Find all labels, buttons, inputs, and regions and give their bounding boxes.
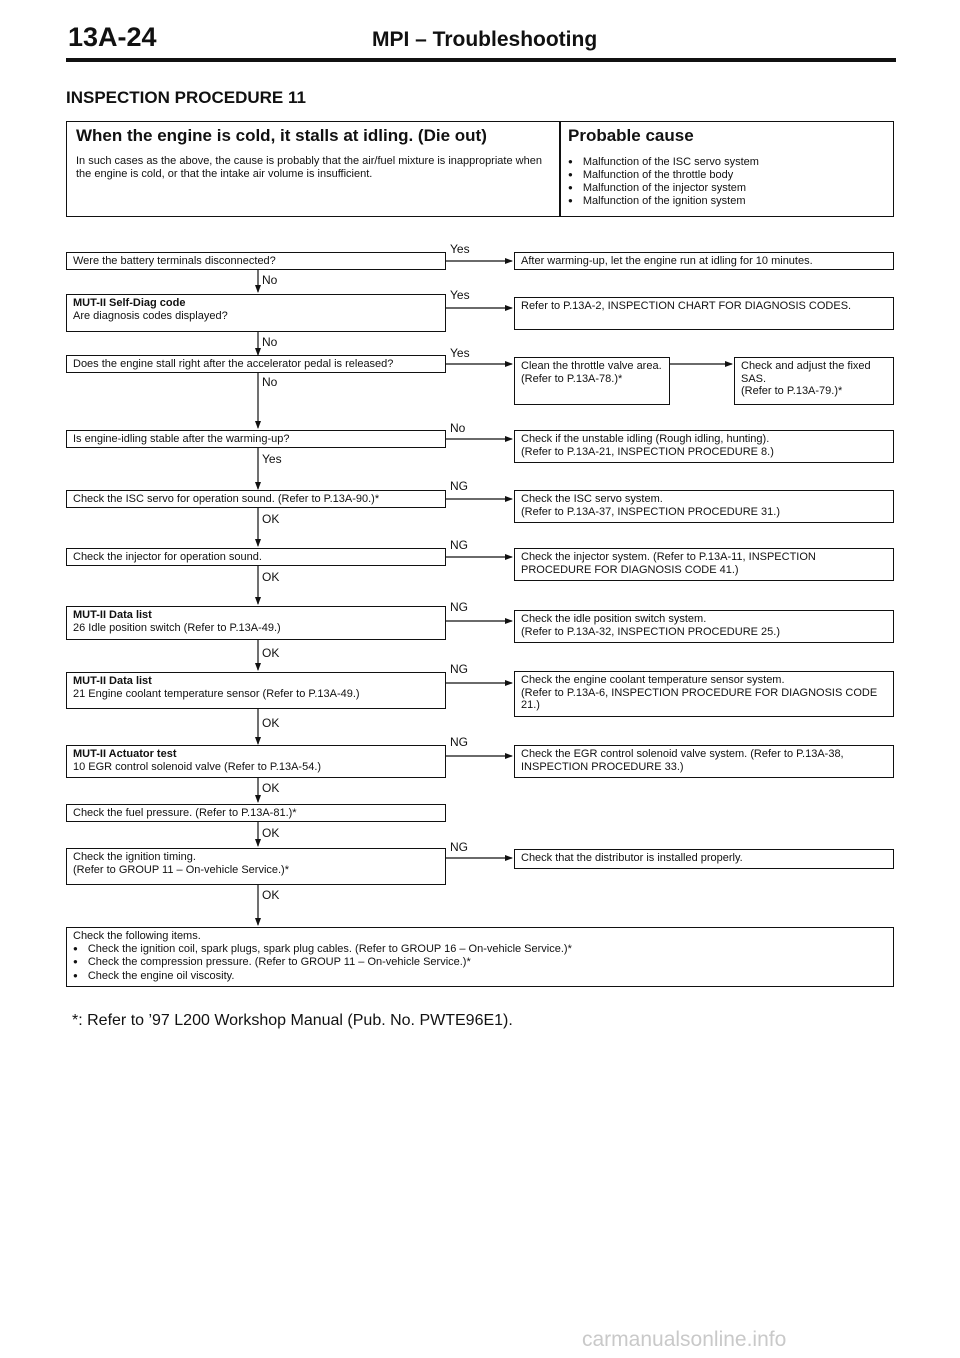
branch-label-no: No: [262, 375, 278, 389]
cause-item: ● Malfunction of the injector system: [568, 182, 759, 195]
branch-label-ok: OK: [262, 826, 280, 840]
branch-label-ng: NG: [450, 735, 468, 749]
page-number: 13A-24: [68, 22, 157, 52]
step-injector-sound: Check the injector for operation sound.: [66, 548, 446, 566]
footnote: *: Refer to ’97 L200 Workshop Manual (Pub. No. PWTE96E1).: [72, 1012, 513, 1029]
branch-label-no: No: [262, 335, 278, 349]
cause-item: ● Malfunction of the ignition system: [568, 195, 759, 208]
branch-label-ng: NG: [450, 538, 468, 552]
symptom-title: When the engine is cold, it stalls at idling. (Die out): [76, 126, 487, 145]
step-idling-stable: Is engine-idling stable after the warming-up?: [66, 430, 446, 448]
result-coolant-sensor: Check the engine coolant temperature sensor system. (Refer to P.13A-6, INSPECTION PROCEDURE FOR DIAGNOSIS CODE 21.): [514, 671, 894, 717]
branch-label-yes: Yes: [450, 346, 470, 360]
branch-label-yes: Yes: [450, 288, 470, 302]
branch-label-ng: NG: [450, 662, 468, 676]
step-heading: MUT-II Data list: [73, 675, 152, 687]
branch-label-yes: Yes: [262, 452, 282, 466]
branch-label-ok: OK: [262, 646, 280, 660]
result-unstable-idling: Check if the unstable idling (Rough idling, hunting). (Refer to P.13A-21, INSPECTION PROCEDURE 8.): [514, 430, 894, 463]
step-text: Are diagnosis codes displayed?: [73, 309, 228, 322]
branch-label-ok: OK: [262, 716, 280, 730]
step-battery-terminals: Were the battery terminals disconnected?: [66, 252, 446, 270]
branch-label-ok: OK: [262, 781, 280, 795]
step-text: 26 Idle position switch (Refer to P.13A-49.): [73, 621, 281, 634]
branch-label-ng: NG: [450, 479, 468, 493]
final-check-items: [66, 927, 894, 987]
watermark: carmanualsonline.info: [582, 1328, 787, 1351]
result-distributor: Check that the distributor is installed properly.: [514, 849, 894, 869]
step-text: 21 Engine coolant temperature sensor (Refer to P.13A-49.): [73, 687, 360, 700]
final-item: ● Check the compression pressure. (Refer to GROUP 11 – On-vehicle Service.)*: [73, 956, 887, 970]
cause-item: ● Malfunction of the ISC servo system: [568, 156, 759, 169]
step-heading: MUT-II Actuator test: [73, 748, 177, 760]
step-data-list-21: [66, 672, 446, 709]
step-text: 10 EGR control solenoid valve (Refer to P.13A-54.): [73, 760, 322, 773]
step-fuel-pressure: Check the fuel pressure. (Refer to P.13A-81.)*: [66, 804, 446, 822]
result-egr-solenoid: Check the EGR control solenoid valve system. (Refer to P.13A-38, INSPECTION PROCEDURE 33.): [514, 745, 894, 778]
symptom-description: In such cases as the above, the cause is probably that the air/fuel mixture is inappropriate when the engine is cold, or that the intake air volume is insufficient.: [76, 155, 542, 180]
cause-item: ● Malfunction of the throttle body: [568, 169, 759, 182]
branch-label-no: No: [262, 273, 278, 287]
branch-label-ok: OK: [262, 570, 280, 584]
branch-label-ok: OK: [262, 888, 280, 902]
procedure-title: INSPECTION PROCEDURE 11: [66, 88, 306, 107]
final-item: ● Check the engine oil viscosity.: [73, 970, 887, 984]
step-heading: MUT-II Self-Diag code: [73, 297, 186, 309]
step-data-list-26: [66, 606, 446, 640]
branch-label-ng: NG: [450, 840, 468, 854]
step-heading: MUT-II Data list: [73, 609, 152, 621]
step-actuator-test: [66, 745, 446, 778]
result-adjust-sas: Check and adjust the fixed SAS. (Refer to P.13A-79.)*: [734, 357, 894, 405]
step-isc-servo-sound: Check the ISC servo for operation sound. (Refer to P.13A-90.)*: [66, 490, 446, 508]
result-injector-system: Check the injector system. (Refer to P.13A-11, INSPECTION PROCEDURE FOR DIAGNOSIS CODE 41.): [514, 548, 894, 581]
final-heading: Check the following items.: [73, 930, 201, 942]
step-stall-accelerator: Does the engine stall right after the accelerator pedal is released?: [66, 355, 446, 373]
branch-label-ok: OK: [262, 512, 280, 526]
result-warm-up: After warming-up, let the engine run at idling for 10 minutes.: [514, 252, 894, 270]
result-isc-servo-system: Check the ISC servo system. (Refer to P.13A-37, INSPECTION PROCEDURE 31.): [514, 490, 894, 523]
result-idle-position-switch: Check the idle position switch system. (Refer to P.13A-32, INSPECTION PROCEDURE 25.): [514, 610, 894, 643]
final-item: ● Check the ignition coil, spark plugs, spark plug cables. (Refer to GROUP 16 – On-vehicle Service.)*: [73, 943, 887, 957]
probable-cause-title: Probable cause: [568, 126, 694, 145]
branch-label-no: No: [450, 421, 466, 435]
section-title: MPI – Troubleshooting: [372, 28, 598, 51]
final-item-list: [73, 943, 887, 984]
branch-label-ng: NG: [450, 600, 468, 614]
step-ignition-timing: Check the ignition timing. (Refer to GROUP 11 – On-vehicle Service.)*: [66, 848, 446, 885]
step-self-diag: [66, 294, 446, 332]
result-diagnosis-chart: Refer to P.13A-2, INSPECTION CHART FOR DIAGNOSIS CODES.: [514, 297, 894, 330]
branch-label-yes: Yes: [450, 242, 470, 256]
result-clean-throttle: Clean the throttle valve area. (Refer to P.13A-78.)*: [514, 357, 670, 405]
